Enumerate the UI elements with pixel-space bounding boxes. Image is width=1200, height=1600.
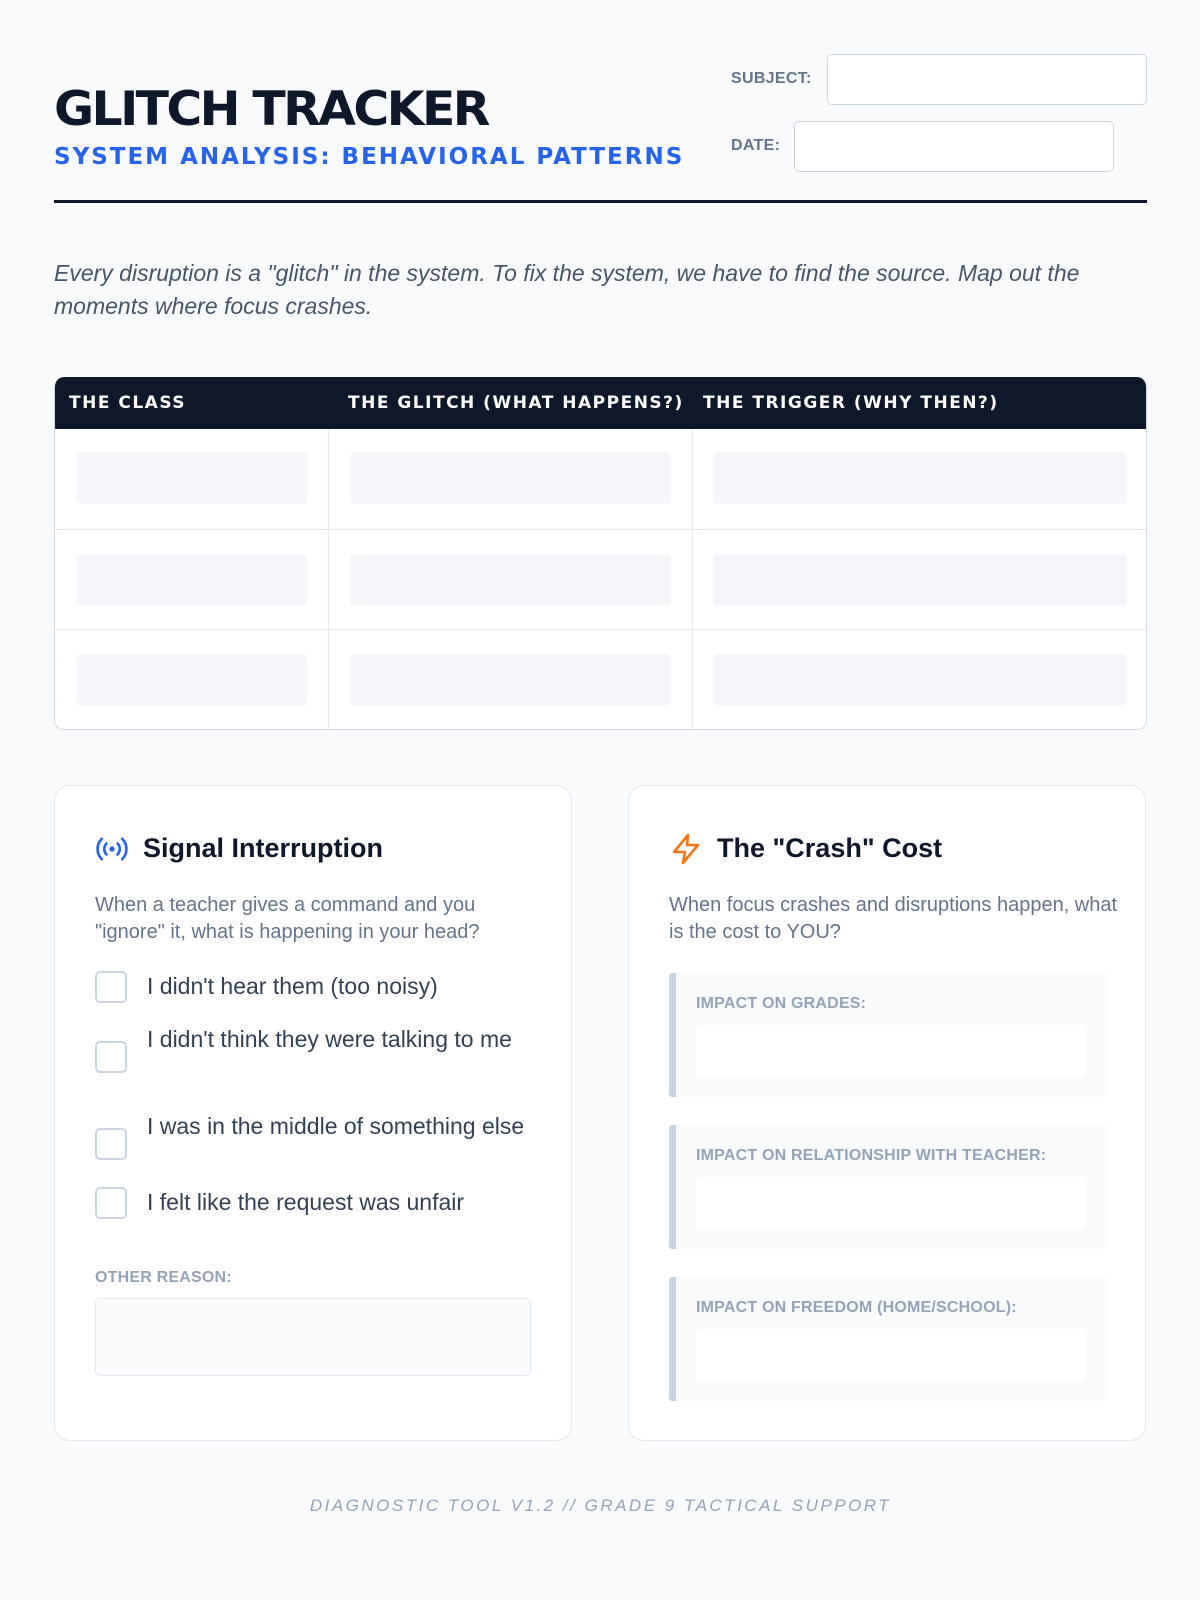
- column-header-class: THE CLASS: [69, 393, 187, 413]
- option-checkbox[interactable]: [95, 1187, 127, 1219]
- trigger-cell-input[interactable]: [713, 554, 1127, 606]
- trigger-cell-input[interactable]: [713, 452, 1127, 504]
- intro-text: Every disruption is a "glitch" in the system. To fix the system, we have to find the source. Map out the moments where focus crashes.: [54, 260, 1080, 319]
- impact-teacher-block: [669, 1125, 1107, 1249]
- impact-label: IMPACT ON RELATIONSHIP WITH TEACHER:: [696, 1147, 1047, 1164]
- glitch-cell-input[interactable]: [350, 554, 671, 606]
- trigger-cell-input[interactable]: [713, 654, 1127, 706]
- glitch-table: [54, 377, 1147, 730]
- column-divider: [328, 429, 329, 730]
- subject-field[interactable]: [827, 54, 1147, 105]
- footer-text: DIAGNOSTIC TOOL V1.2 // GRADE 9 TACTICAL SUPPORT: [309, 1496, 892, 1515]
- lightning-bolt-icon: [669, 832, 703, 866]
- class-cell-input[interactable]: [76, 452, 307, 504]
- option-label: I felt like the request was unfair: [147, 1189, 465, 1215]
- impact-grades-block: [669, 973, 1107, 1097]
- card-title: Signal Interruption: [143, 833, 383, 863]
- date-field[interactable]: [794, 121, 1114, 172]
- class-cell-input[interactable]: [76, 654, 307, 706]
- glitch-cell-input[interactable]: [350, 452, 671, 504]
- option-label: I was in the middle of something else: [147, 1113, 525, 1139]
- option-label: I didn't think they were talking to me: [147, 1026, 512, 1052]
- worksheet-page: [54, 0, 1147, 1600]
- signal-interruption-card: [54, 785, 572, 1441]
- broadcast-signal-icon: [95, 832, 129, 866]
- impact-grades-field[interactable]: [696, 1025, 1086, 1077]
- page-title: GLITCH TRACKER: [54, 82, 488, 137]
- header: [54, 0, 1147, 203]
- card-title: The "Crash" Cost: [717, 833, 943, 863]
- page-subtitle: SYSTEM ANALYSIS: BEHAVIORAL PATTERNS: [54, 144, 685, 170]
- column-header-trigger: THE TRIGGER (WHY THEN?): [703, 393, 999, 413]
- impact-freedom-block: [669, 1277, 1107, 1401]
- row-divider: [55, 629, 1147, 630]
- glitch-cell-input[interactable]: [350, 654, 671, 706]
- row-divider: [55, 529, 1147, 530]
- column-divider: [692, 429, 693, 730]
- other-reason-field[interactable]: [95, 1298, 531, 1376]
- subject-label: SUBJECT:: [731, 70, 812, 87]
- crash-cost-card: [628, 785, 1146, 1441]
- impact-label: IMPACT ON GRADES:: [696, 995, 867, 1012]
- option-checkbox[interactable]: [95, 1128, 127, 1160]
- date-label: DATE:: [731, 137, 781, 154]
- impact-freedom-field[interactable]: [696, 1329, 1086, 1381]
- option-checkbox[interactable]: [95, 971, 127, 1003]
- header-divider: [54, 200, 1147, 203]
- impact-label: IMPACT ON FREEDOM (HOME/SCHOOL):: [696, 1299, 1017, 1316]
- class-cell-input[interactable]: [76, 554, 307, 606]
- card-description: When a teacher gives a command and you "ignore" it, what is happening in your head?: [95, 894, 480, 943]
- other-reason-label: OTHER REASON:: [95, 1269, 232, 1286]
- column-header-glitch: THE GLITCH (WHAT HAPPENS?): [348, 393, 684, 413]
- option-label: I didn't hear them (too noisy): [147, 973, 438, 999]
- table-header: [55, 377, 1147, 429]
- card-description: When focus crashes and disruptions happen, what is the cost to YOU?: [669, 894, 1118, 943]
- impact-teacher-field[interactable]: [696, 1177, 1086, 1229]
- option-checkbox[interactable]: [95, 1041, 127, 1073]
